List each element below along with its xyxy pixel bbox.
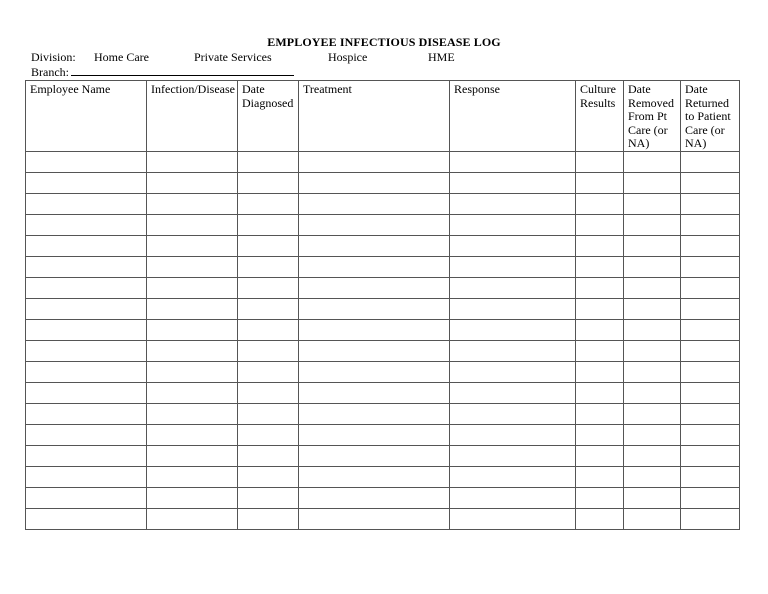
col-culture-results: Culture Results xyxy=(576,81,624,152)
table-cell[interactable] xyxy=(576,403,624,424)
table-cell[interactable] xyxy=(147,445,238,466)
table-cell[interactable] xyxy=(681,361,740,382)
table-cell[interactable] xyxy=(26,445,147,466)
table-cell[interactable] xyxy=(681,151,740,172)
table-cell[interactable] xyxy=(147,424,238,445)
infectious-disease-log-table xyxy=(25,80,740,530)
table-cell[interactable] xyxy=(26,151,147,172)
table-cell[interactable] xyxy=(238,172,299,193)
table-cell[interactable] xyxy=(238,508,299,529)
table-cell[interactable] xyxy=(238,319,299,340)
table-cell[interactable] xyxy=(624,256,681,277)
table-cell[interactable] xyxy=(238,151,299,172)
table-row xyxy=(26,424,740,445)
table-cell[interactable] xyxy=(299,361,450,382)
table-cell[interactable] xyxy=(624,172,681,193)
table-cell[interactable] xyxy=(450,487,576,508)
table-cell[interactable] xyxy=(147,256,238,277)
table-cell[interactable] xyxy=(576,277,624,298)
table-cell[interactable] xyxy=(450,235,576,256)
table-cell[interactable] xyxy=(576,214,624,235)
table-cell[interactable] xyxy=(624,151,681,172)
table-cell[interactable] xyxy=(450,445,576,466)
table-cell[interactable] xyxy=(681,214,740,235)
form-title: EMPLOYEE INFECTIOUS DISEASE LOG xyxy=(267,35,501,49)
table-cell[interactable] xyxy=(26,193,147,214)
table-cell[interactable] xyxy=(147,193,238,214)
table-cell[interactable] xyxy=(238,340,299,361)
table-cell[interactable] xyxy=(238,382,299,403)
table-cell[interactable] xyxy=(576,382,624,403)
table-cell[interactable] xyxy=(576,193,624,214)
table-cell[interactable] xyxy=(681,319,740,340)
col-date-removed: Date Removed From Pt Care (or NA) xyxy=(624,81,681,152)
table-row xyxy=(26,151,740,172)
table-cell[interactable] xyxy=(238,235,299,256)
table-cell[interactable] xyxy=(681,340,740,361)
table-cell[interactable] xyxy=(238,277,299,298)
table-cell[interactable] xyxy=(299,445,450,466)
table-cell[interactable] xyxy=(681,298,740,319)
col-date-returned: Date Returned to Patient Care (or NA) xyxy=(681,81,740,152)
table-cell[interactable] xyxy=(681,424,740,445)
col-infection-disease: Infection/Disease xyxy=(147,81,238,152)
table-row xyxy=(26,382,740,403)
table-cell[interactable] xyxy=(299,403,450,424)
table-cell[interactable] xyxy=(450,466,576,487)
table-cell[interactable] xyxy=(26,487,147,508)
table-cell[interactable] xyxy=(681,403,740,424)
table-cell[interactable] xyxy=(624,382,681,403)
table-cell[interactable] xyxy=(624,277,681,298)
table-cell[interactable] xyxy=(576,445,624,466)
table-cell[interactable] xyxy=(26,361,147,382)
table-cell[interactable] xyxy=(576,235,624,256)
table-cell[interactable] xyxy=(238,487,299,508)
table-cell[interactable] xyxy=(147,382,238,403)
table-cell[interactable] xyxy=(576,340,624,361)
table-cell[interactable] xyxy=(576,256,624,277)
table-row xyxy=(26,235,740,256)
log-body xyxy=(26,151,740,529)
table-cell[interactable] xyxy=(681,508,740,529)
table-cell[interactable] xyxy=(147,277,238,298)
table-cell[interactable] xyxy=(624,298,681,319)
table-cell[interactable] xyxy=(450,340,576,361)
table-cell[interactable] xyxy=(576,361,624,382)
table-cell[interactable] xyxy=(26,340,147,361)
col-employee-name: Employee Name xyxy=(26,81,147,152)
table-cell[interactable] xyxy=(450,277,576,298)
table-cell[interactable] xyxy=(576,466,624,487)
table-cell[interactable] xyxy=(576,424,624,445)
table-cell[interactable] xyxy=(26,403,147,424)
table-row xyxy=(26,403,740,424)
table-row xyxy=(26,319,740,340)
table-cell[interactable] xyxy=(147,235,238,256)
division-option-hme[interactable]: HME xyxy=(428,50,455,64)
table-cell[interactable] xyxy=(450,424,576,445)
table-cell[interactable] xyxy=(147,172,238,193)
table-cell[interactable] xyxy=(238,445,299,466)
table-cell[interactable] xyxy=(681,277,740,298)
table-row xyxy=(26,487,740,508)
table-cell[interactable] xyxy=(299,382,450,403)
table-cell[interactable] xyxy=(299,256,450,277)
table-cell[interactable] xyxy=(26,424,147,445)
table-cell[interactable] xyxy=(624,193,681,214)
table-cell[interactable] xyxy=(681,256,740,277)
table-cell[interactable] xyxy=(299,298,450,319)
table-cell[interactable] xyxy=(681,193,740,214)
table-cell[interactable] xyxy=(299,151,450,172)
table-cell[interactable] xyxy=(299,319,450,340)
table-cell[interactable] xyxy=(238,403,299,424)
table-cell[interactable] xyxy=(624,403,681,424)
table-cell[interactable] xyxy=(624,340,681,361)
table-cell[interactable] xyxy=(26,466,147,487)
table-cell[interactable] xyxy=(147,466,238,487)
table-cell[interactable] xyxy=(624,424,681,445)
division-option-hospice[interactable]: Hospice xyxy=(328,50,368,64)
table-cell[interactable] xyxy=(624,487,681,508)
table-cell[interactable] xyxy=(26,256,147,277)
table-cell[interactable] xyxy=(450,193,576,214)
table-cell[interactable] xyxy=(450,256,576,277)
table-row xyxy=(26,298,740,319)
table-cell[interactable] xyxy=(450,172,576,193)
table-row xyxy=(26,445,740,466)
table-cell[interactable] xyxy=(147,214,238,235)
table-cell[interactable] xyxy=(26,172,147,193)
table-cell[interactable] xyxy=(450,403,576,424)
table-cell[interactable] xyxy=(299,508,450,529)
table-cell[interactable] xyxy=(624,361,681,382)
table-cell[interactable] xyxy=(147,319,238,340)
table-cell[interactable] xyxy=(147,361,238,382)
table-row xyxy=(26,256,740,277)
table-cell[interactable] xyxy=(299,214,450,235)
table-cell[interactable] xyxy=(450,214,576,235)
table-row xyxy=(26,193,740,214)
table-cell[interactable] xyxy=(299,172,450,193)
table-cell[interactable] xyxy=(624,235,681,256)
table-cell[interactable] xyxy=(26,382,147,403)
table-cell[interactable] xyxy=(576,319,624,340)
table-cell[interactable] xyxy=(576,298,624,319)
table-row xyxy=(26,508,740,529)
table-cell[interactable] xyxy=(624,466,681,487)
table-row xyxy=(26,340,740,361)
table-cell[interactable] xyxy=(147,403,238,424)
col-date-diagnosed: Date Diagnosed xyxy=(238,81,299,152)
table-cell[interactable] xyxy=(576,487,624,508)
table-cell[interactable] xyxy=(624,319,681,340)
table-cell[interactable] xyxy=(299,466,450,487)
table-cell[interactable] xyxy=(624,508,681,529)
table-cell[interactable] xyxy=(681,487,740,508)
table-cell[interactable] xyxy=(26,214,147,235)
table-cell[interactable] xyxy=(450,361,576,382)
table-cell[interactable] xyxy=(238,193,299,214)
table-cell[interactable] xyxy=(238,466,299,487)
table-cell[interactable] xyxy=(576,172,624,193)
table-cell[interactable] xyxy=(26,508,147,529)
table-cell[interactable] xyxy=(299,277,450,298)
table-row xyxy=(26,277,740,298)
table-cell[interactable] xyxy=(681,172,740,193)
table-cell[interactable] xyxy=(26,319,147,340)
table-cell[interactable] xyxy=(238,361,299,382)
table-cell[interactable] xyxy=(450,151,576,172)
table-cell[interactable] xyxy=(26,277,147,298)
table-cell[interactable] xyxy=(238,256,299,277)
table-cell[interactable] xyxy=(299,487,450,508)
table-cell[interactable] xyxy=(147,298,238,319)
division-label: Division: xyxy=(31,50,76,64)
table-row xyxy=(26,361,740,382)
branch-row xyxy=(31,64,294,80)
table-cell[interactable] xyxy=(450,382,576,403)
table-cell[interactable] xyxy=(299,193,450,214)
table-cell[interactable] xyxy=(576,151,624,172)
table-row xyxy=(26,466,740,487)
table-cell[interactable] xyxy=(450,319,576,340)
table-cell[interactable] xyxy=(299,235,450,256)
table-cell[interactable] xyxy=(238,298,299,319)
table-cell[interactable] xyxy=(238,214,299,235)
header-row xyxy=(26,81,740,152)
table-cell[interactable] xyxy=(26,298,147,319)
table-row xyxy=(26,172,740,193)
table-cell[interactable] xyxy=(238,424,299,445)
col-treatment: Treatment xyxy=(299,81,450,152)
table-cell[interactable] xyxy=(26,235,147,256)
table-cell[interactable] xyxy=(147,508,238,529)
division-option-home-care[interactable]: Home Care xyxy=(94,50,149,64)
col-response: Response xyxy=(450,81,576,152)
table-cell[interactable] xyxy=(147,151,238,172)
table-cell[interactable] xyxy=(681,466,740,487)
table-row xyxy=(26,214,740,235)
division-option-private-services[interactable]: Private Services xyxy=(194,50,272,64)
table-cell[interactable] xyxy=(576,508,624,529)
table-cell[interactable] xyxy=(299,340,450,361)
table-cell[interactable] xyxy=(681,235,740,256)
table-cell[interactable] xyxy=(147,340,238,361)
table-cell[interactable] xyxy=(450,508,576,529)
table-cell[interactable] xyxy=(681,382,740,403)
table-cell[interactable] xyxy=(624,445,681,466)
table-cell[interactable] xyxy=(299,424,450,445)
table-cell[interactable] xyxy=(147,487,238,508)
table-cell[interactable] xyxy=(681,445,740,466)
table-cell[interactable] xyxy=(624,214,681,235)
table-cell[interactable] xyxy=(450,298,576,319)
branch-label: Branch: xyxy=(31,65,69,79)
branch-field[interactable] xyxy=(71,64,294,76)
